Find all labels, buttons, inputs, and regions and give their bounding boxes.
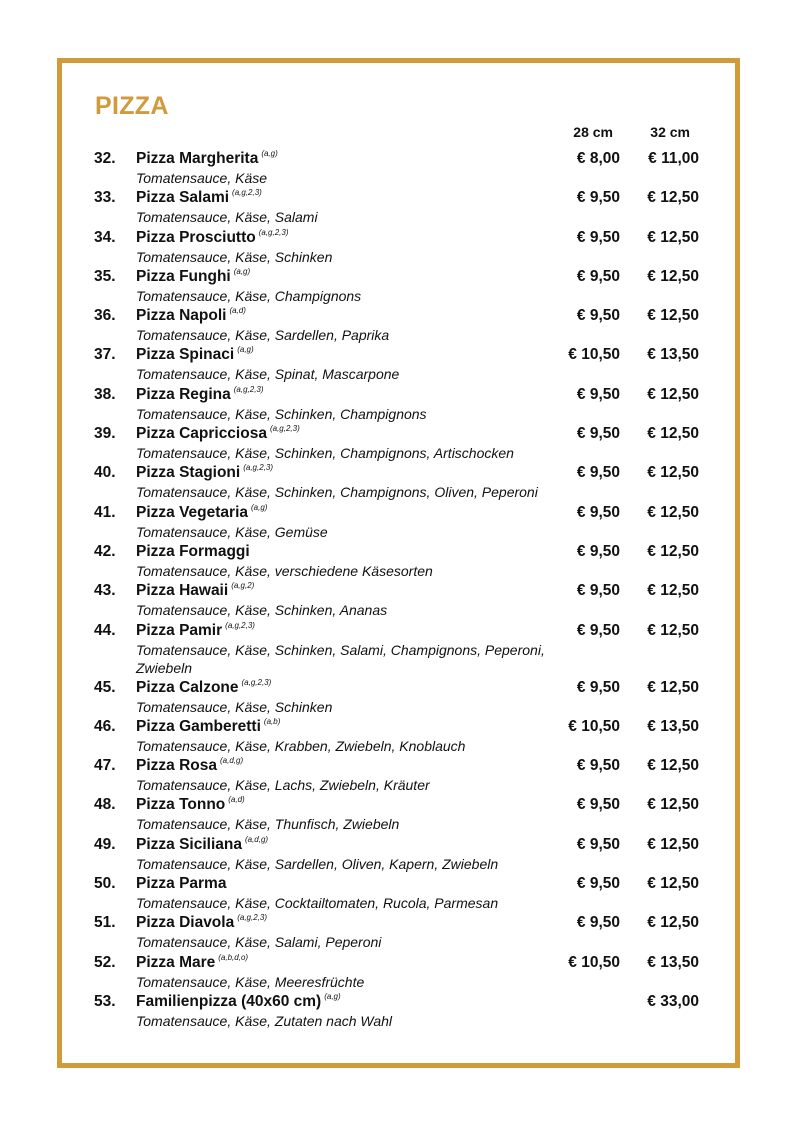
item-description: Tomatensauce, Käse, Sardellen, Oliven, Kapern, Zwiebeln <box>136 855 499 872</box>
item-number: 34. <box>94 228 116 246</box>
item-price-28cm: € 10,50 <box>568 953 620 971</box>
item-allergens: (a,b) <box>263 716 281 726</box>
item-allergens: (a,d) <box>228 795 245 805</box>
item-description: Tomatensauce, Käse, Cocktailtomaten, Rucola, Parmesan <box>136 895 499 912</box>
item-number: 39. <box>94 425 116 443</box>
item-name <box>136 346 254 364</box>
item-price-32cm: € 12,50 <box>647 835 699 853</box>
item-price-28cm: € 9,50 <box>576 914 620 932</box>
item-description: Tomatensauce, Käse, Lachs, Zwiebeln, Kräuter <box>136 777 430 794</box>
item-name-text: Pizza Funghi <box>136 267 231 285</box>
item-price-32cm: € 12,50 <box>647 307 699 325</box>
item-allergens: (a,g,2,3) <box>237 913 268 923</box>
item-allergens: (a,g) <box>233 266 251 276</box>
item-allergens: (a,g,2) <box>231 581 255 591</box>
item-allergens: (a,b,d,o) <box>218 952 249 962</box>
item-allergens: (a,d) <box>229 306 246 316</box>
menu-item <box>0 386 793 425</box>
item-name <box>136 229 289 247</box>
item-name <box>136 679 271 697</box>
item-price-32cm: € 12,50 <box>647 621 699 639</box>
item-price-32cm: € 11,00 <box>648 150 699 167</box>
item-price-32cm: € 12,50 <box>647 914 699 932</box>
item-allergens: (a,g,2,3) <box>241 677 272 687</box>
item-price-28cm: € 9,50 <box>576 228 620 246</box>
item-price-32cm: € 12,50 <box>647 464 699 482</box>
item-name-text: Pizza Tonno <box>136 796 226 814</box>
menu-item <box>0 796 793 835</box>
item-name <box>136 189 262 207</box>
item-price-28cm: € 9,50 <box>576 757 620 775</box>
item-name <box>136 836 268 854</box>
item-price-32cm: € 12,50 <box>647 875 699 893</box>
item-price-28cm: € 9,50 <box>576 307 620 325</box>
item-price-32cm: € 12,50 <box>647 503 699 521</box>
item-number: 42. <box>94 542 116 560</box>
item-price-28cm: € 9,50 <box>576 542 620 560</box>
item-number: 36. <box>94 307 116 325</box>
item-name-text: Pizza Stagioni <box>136 464 241 482</box>
menu-item <box>0 757 793 796</box>
item-number: 49. <box>94 835 116 853</box>
item-name-text: Pizza Pamir <box>136 621 223 639</box>
menu-item <box>0 346 793 385</box>
menu-item <box>0 954 793 993</box>
item-price-32cm: € 12,50 <box>647 267 699 285</box>
item-price-28cm: € 9,50 <box>576 267 620 285</box>
item-name-text: Pizza Margherita <box>136 150 259 167</box>
menu-item <box>0 543 793 582</box>
item-number: 53. <box>94 992 116 1010</box>
item-name-text: Pizza Siciliana <box>136 835 242 853</box>
item-price-32cm: € 12,50 <box>647 542 699 560</box>
item-name <box>136 307 246 325</box>
item-name-text: Pizza Formaggi <box>136 542 250 560</box>
item-number: 32. <box>94 150 116 167</box>
item-number: 48. <box>94 796 116 814</box>
menu-item <box>0 189 793 228</box>
menu-item <box>0 718 793 757</box>
item-price-28cm: € 9,50 <box>576 425 620 443</box>
item-price-32cm: € 13,50 <box>647 717 699 735</box>
item-price-28cm: € 9,50 <box>576 464 620 482</box>
item-price-28cm: € 9,50 <box>576 678 620 696</box>
item-price-28cm: € 10,50 <box>568 717 620 735</box>
item-name-text: Pizza Mare <box>136 953 216 971</box>
size-header-32: 32 cm <box>650 124 690 140</box>
item-description: Tomatensauce, Käse, Meeresfrüchte <box>136 973 365 990</box>
item-name-text: Pizza Diavola <box>136 914 235 932</box>
menu-item <box>0 268 793 307</box>
item-name <box>136 150 278 168</box>
item-price-32cm: € 12,50 <box>647 189 699 207</box>
item-price-32cm: € 12,50 <box>647 385 699 403</box>
item-price-28cm: € 9,50 <box>576 796 620 814</box>
item-name-text: Pizza Prosciutto <box>136 228 256 246</box>
item-price-28cm: € 9,50 <box>576 189 620 207</box>
menu-item <box>0 836 793 875</box>
item-name <box>136 622 255 640</box>
item-description: Tomatensauce, Käse, Schinken, Champignons <box>136 405 427 422</box>
item-price-28cm: € 9,50 <box>576 835 620 853</box>
menu-item <box>0 914 793 953</box>
item-name-text: Pizza Rosa <box>136 757 217 775</box>
item-price-32cm: € 33,00 <box>647 992 699 1010</box>
item-description: Tomatensauce, Käse, Sardellen, Paprika <box>136 327 390 344</box>
item-name <box>136 757 243 775</box>
item-allergens: (a,g,2,3) <box>258 227 289 237</box>
item-name-text: Pizza Vegetaria <box>136 503 249 521</box>
item-name <box>136 464 273 482</box>
item-price-32cm: € 13,50 <box>647 953 699 971</box>
item-name <box>136 796 245 814</box>
menu-item <box>0 229 793 268</box>
item-price-32cm: € 12,50 <box>647 425 699 443</box>
item-name-text: Pizza Regina <box>136 385 231 403</box>
menu-item <box>0 679 793 718</box>
item-description: Tomatensauce, Käse, Schinken, Ananas <box>136 602 388 619</box>
item-name <box>136 504 267 522</box>
item-name-text: Pizza Spinaci <box>136 346 235 364</box>
item-price-28cm: € 9,50 <box>576 385 620 403</box>
item-number: 35. <box>94 267 116 285</box>
item-number: 45. <box>94 678 116 696</box>
item-description: Tomatensauce, Käse, Zutaten nach Wahl <box>136 1012 393 1029</box>
item-price-32cm: € 12,50 <box>647 678 699 696</box>
item-price-28cm: € 9,50 <box>576 621 620 639</box>
item-number: 52. <box>94 953 116 971</box>
item-description: Tomatensauce, Käse, Thunfisch, Zwiebeln <box>136 816 400 833</box>
item-name-text: Pizza Hawaii <box>136 582 229 600</box>
item-number: 51. <box>94 914 116 932</box>
item-allergens: (a,d,g) <box>244 834 269 844</box>
item-allergens: (a,g,2,3) <box>233 384 264 394</box>
item-allergens: (a,g,2,3) <box>269 424 300 434</box>
menu-list <box>0 150 793 1032</box>
item-price-32cm: € 12,50 <box>647 228 699 246</box>
item-description: Tomatensauce, Käse, Spinat, Mascarpone <box>136 366 400 383</box>
item-allergens: (a,g) <box>324 991 341 1001</box>
menu-item <box>0 875 793 914</box>
item-allergens: (a,g,2,3) <box>225 620 255 630</box>
item-number: 41. <box>94 503 116 521</box>
item-price-28cm: € 10,50 <box>568 346 620 364</box>
item-name <box>136 543 253 561</box>
menu-item <box>0 582 793 621</box>
item-name-text: Familienpizza (40x60 cm) <box>136 992 322 1010</box>
item-number: 44. <box>94 621 116 639</box>
item-allergens: (a,g) <box>261 149 278 158</box>
item-number: 37. <box>94 346 116 364</box>
item-description: Tomatensauce, Käse, Gemüse <box>136 523 328 540</box>
item-name-text: Pizza Calzone <box>136 678 239 696</box>
item-name <box>136 914 267 932</box>
item-name <box>136 954 248 972</box>
item-name-text: Pizza Salami <box>136 189 230 207</box>
item-name <box>136 875 229 893</box>
item-description: Tomatensauce, Käse, Schinken, Champignons, Artischocken <box>136 445 514 462</box>
menu-item <box>0 993 793 1032</box>
item-number: 43. <box>94 582 116 600</box>
item-name-text: Pizza Parma <box>136 875 227 893</box>
item-number: 40. <box>94 464 116 482</box>
item-price-32cm: € 12,50 <box>647 757 699 775</box>
menu-item <box>0 504 793 543</box>
item-name-text: Pizza Capricciosa <box>136 425 267 443</box>
item-description: Tomatensauce, Käse, Krabben, Zwiebeln, Knoblauch <box>136 737 466 754</box>
item-name <box>136 718 280 736</box>
menu-item <box>0 622 793 679</box>
item-price-32cm: € 13,50 <box>647 346 699 364</box>
item-name <box>136 268 250 286</box>
item-price-28cm: € 9,50 <box>576 503 620 521</box>
item-name-text: Pizza Napoli <box>136 307 227 325</box>
item-allergens: (a,d,g) <box>219 756 244 766</box>
item-description: Tomatensauce, Käse, verschiedene Käsesorten <box>136 562 433 579</box>
item-price-28cm: € 8,00 <box>576 150 620 167</box>
item-description: Tomatensauce, Käse, Salami <box>136 209 318 226</box>
item-allergens: (a,g,2,3) <box>232 188 262 198</box>
item-name <box>136 582 254 600</box>
item-description: Tomatensauce, Käse, Schinken, Champignons, Oliven, Peperoni <box>136 484 538 501</box>
item-number: 38. <box>94 385 116 403</box>
item-price-28cm: € 9,50 <box>576 875 620 893</box>
item-number: 46. <box>94 717 116 735</box>
item-price-32cm: € 12,50 <box>647 582 699 600</box>
item-number: 50. <box>94 875 116 893</box>
item-allergens: (a,g,2,3) <box>243 463 274 473</box>
menu-item <box>0 307 793 346</box>
item-allergens: (a,g) <box>251 502 268 512</box>
item-description: Tomatensauce, Käse, Schinken <box>136 248 333 265</box>
menu-item <box>0 425 793 464</box>
page-title: PIZZA <box>95 92 169 120</box>
item-allergens: (a,g) <box>237 345 254 355</box>
item-name-text: Pizza Gamberetti <box>136 717 261 735</box>
item-description: Tomatensauce, Käse, Salami, Peperoni <box>136 934 382 951</box>
item-name <box>136 993 341 1011</box>
menu-item <box>0 150 793 189</box>
menu-item <box>0 464 793 503</box>
item-name <box>136 425 300 443</box>
item-description: Tomatensauce, Käse, Schinken <box>136 698 333 715</box>
item-price-32cm: € 12,50 <box>647 796 699 814</box>
item-description: Tomatensauce, Käse, Champignons <box>136 287 362 304</box>
item-number: 47. <box>94 757 116 775</box>
item-number: 33. <box>94 189 116 207</box>
item-price-28cm: € 9,50 <box>576 582 620 600</box>
size-header-28: 28 cm <box>573 124 613 140</box>
item-description: Tomatensauce, Käse, Schinken, Salami, Champignons, Peperoni, Zwiebeln <box>136 641 545 676</box>
item-name <box>136 386 264 404</box>
item-description: Tomatensauce, Käse <box>136 170 268 186</box>
